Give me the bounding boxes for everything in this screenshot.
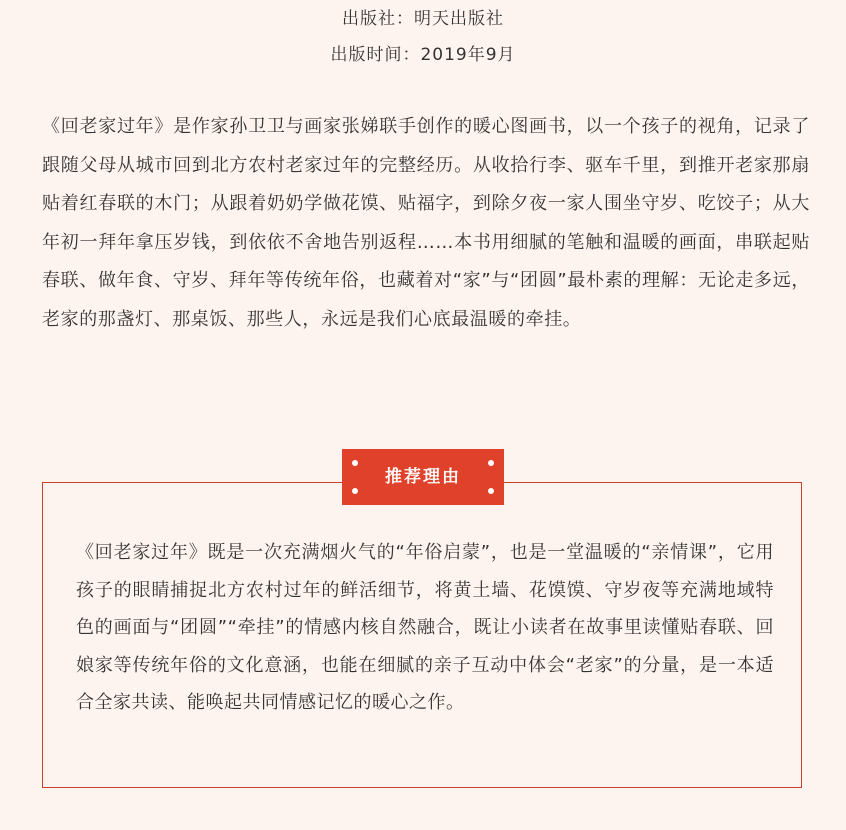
badge-dot-decoration (352, 460, 358, 466)
recommendation-badge-label: 推荐理由 (385, 467, 461, 487)
badge-dot-decoration (488, 460, 494, 466)
recommendation-text: 《回老家过年》既是一次充满烟火气的“年俗启蒙”，也是一堂温暖的“亲情课”，它用孩子的眼睛捕捉北方农村过年的鲜活细节，将黄土墙、花馍馍、守岁夜等充满地域特色的画面与“团圆”“牵挂”的情感内核自然融合，既让小读者在故事里读懂贴春联、回娘家等传统年俗的文化意涵，也能在细腻的亲子互动中体会“老家”的分量，是一本适合全家共读、能唤起共同情感记忆的暖心之作。 (76, 542, 774, 713)
badge-dot-decoration (488, 488, 494, 494)
badge-dot-decoration (352, 488, 358, 494)
book-introduction: 《回老家过年》是作家孙卫卫与画家张娣联手创作的暖心图画书，以一个孩子的视角，记录了跟随父母从城市回到北方农村老家过年的完整经历。从收拾行李、驱车千里，到推开老家那扇贴着红春联的木门；从跟着奶奶学做花馍、贴福字，到除夕夜一家人围坐守岁、吃饺子；从大年初一拜年拿压岁钱，到依依不舍地告别返程……本书用细腻的笔触和温暖的画面，串联起贴春联、做年食、守岁、拜年等传统年俗，也藏着对“家”与“团圆”最朴素的理解：无论走多远，老家的那盏灯、那桌饭、那些人，永远是我们心底最温暖的牵挂。 (42, 116, 810, 330)
publication-date-line: 出版时间：2019年9月 (330, 45, 516, 65)
recommendation-badge (342, 449, 504, 505)
publisher-line: 出版社：明天出版社 (342, 9, 504, 29)
